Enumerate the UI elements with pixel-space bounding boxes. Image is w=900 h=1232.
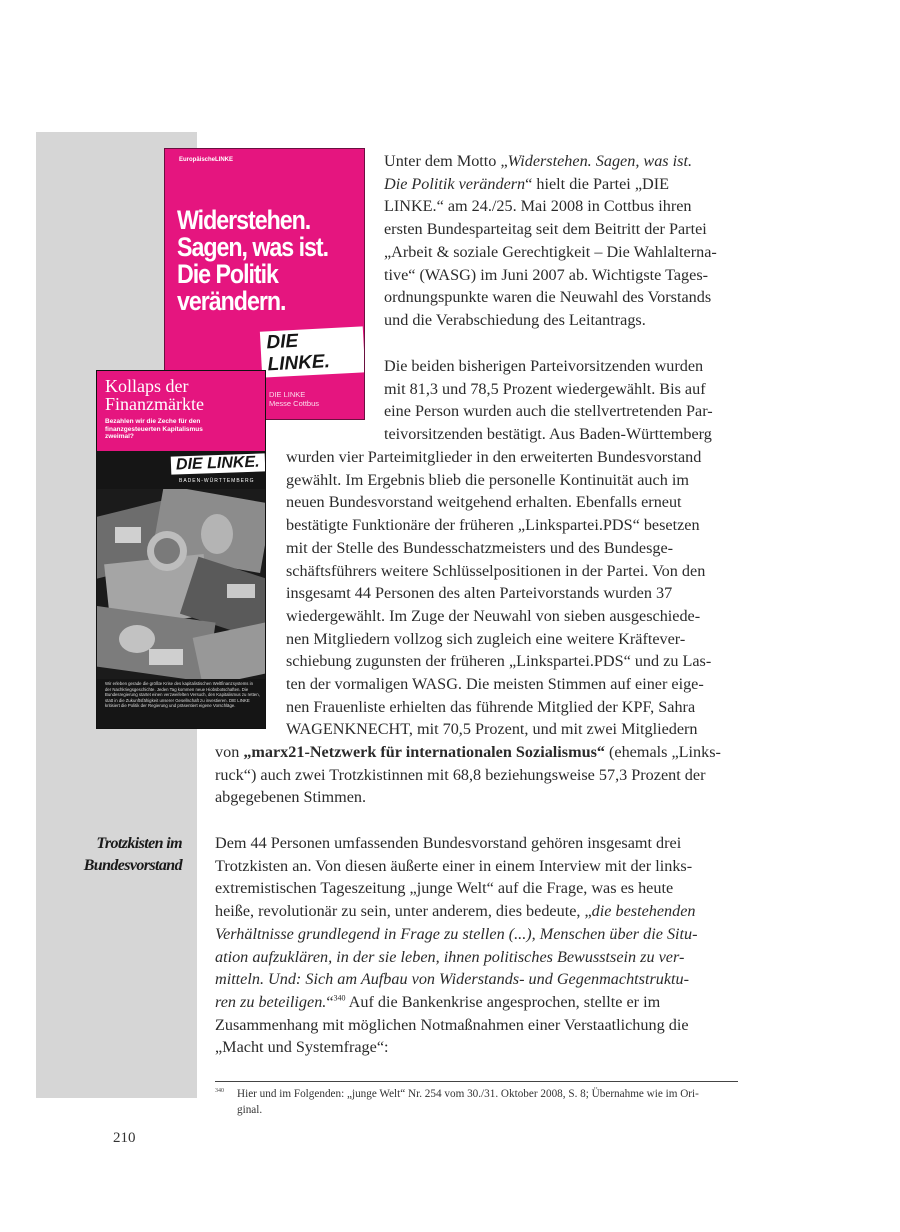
slogan-line: Sagen, was ist. — [177, 232, 328, 262]
text-run: Unter dem Motto „ — [384, 152, 508, 170]
slogan-line: Widerstehen. — [177, 205, 311, 235]
quote-italic: Verhältnisse grundlegend in Frage zu stellen (...), Menschen über die Situ- — [215, 924, 698, 943]
text-run: mit 81,3 und 78,5 Prozent wiedergewählt. Bis auf — [384, 379, 706, 398]
text-run: wurden vier Parteimitglieder in den erweiterten Bundesvorstand — [286, 448, 702, 466]
die-linke-logo: DIE LINKE. — [171, 453, 265, 474]
paragraph-parteivorsitzende-full — [215, 741, 738, 809]
text-run: WAGENKNECHT, mit 70,5 Prozent, und mit zwei Mitgliedern — [286, 720, 698, 739]
poster-foot-text: Wir erleben gerade die größte Krise des kapitalistischen Weltfinanzsystems in der Nachkriegsgeschichte. Jeden Tag kommen neue Hiobsbotschaften. Die Bundesregierung startet einen verzweifelten Versuch, den Kapitalismus zu retten, statt in die Zukunftsfähigkeit unserer Gesellschaft zu investieren. DIE LINKE kritisiert die Politik der Regierung und präsentiert eigene Vorschläge. — [105, 681, 260, 709]
text-run: tive“ (WASG) im Juni 2007 ab. Wichtigste Tages- — [384, 265, 709, 284]
poster-subtitle — [105, 418, 265, 441]
quote-italic: mitteln. Und: Sich am Aufbau von Widerstands- und Gegenmachtstruktu- — [215, 970, 690, 989]
text-run: Auf die Bankenkrise angesprochen, stellte er im — [345, 992, 661, 1011]
text-run: extremistischen Tageszeitung „junge Welt“ auf die Frage, was es heute — [215, 879, 674, 898]
footnote-reference[interactable]: 340 — [333, 993, 346, 1003]
text-run: LINKE.“ am 24./25. Mai 2008 in Cottbus ihren — [384, 197, 692, 216]
footnote-number: 340 — [215, 1088, 224, 1094]
marginal-note — [52, 833, 182, 877]
text-run: neuen Bundesvorstand weitgehend erhalten. Ebenfalls erneut — [286, 493, 682, 512]
poster-title-line: Kollaps der — [105, 376, 189, 396]
poster-foot-line: DIE LINKE — [269, 390, 306, 399]
text-run: ten der vormaligen WASG. Die meisten Stimmen auf einer eige- — [286, 675, 704, 694]
text-run: abgegebenen Stimmen. — [215, 788, 367, 807]
text-run: von — [215, 743, 244, 761]
text-run-italic: Widerstehen. Sagen, was ist. — [507, 152, 692, 170]
text-run: nen Mitgliedern vollzog sich zugleich eine weitere Kräftever- — [286, 629, 686, 648]
text-run: gewählt. Im Ergebnis blieb die personelle Kontinuität auch im — [286, 470, 689, 489]
footnote-line: ginal. — [237, 1103, 263, 1116]
poster-subtitle-line: Bezahlen wir die Zeche für den — [105, 418, 201, 425]
paragraph-parteivorsitzende-narrow — [384, 355, 738, 446]
text-run: bestätigte Funktionäre der früheren „Linkspartei.PDS“ besetzen — [286, 516, 700, 535]
text-run: Die beiden bisherigen Parteivorsitzenden wurden — [384, 357, 704, 375]
slogan-line: Die Politik — [177, 259, 278, 289]
paragraph-trotzkisten — [215, 832, 738, 1059]
text-run: teivorsitzenden bestätigt. Aus Baden-Württemberg — [384, 425, 712, 444]
banknotes-collage-image — [97, 489, 266, 679]
poster-title-line: Finanzmärkte — [105, 394, 204, 414]
paragraph-motto — [384, 150, 738, 332]
text-run: (ehemals „Links- — [604, 743, 721, 761]
text-run: „Arbeit & soziale Gerechtigkeit – Die Wahlalterna- — [384, 242, 717, 261]
slogan-line: verändern. — [177, 286, 286, 316]
die-linke-logo: DIE LINKE. — [260, 326, 365, 377]
quote-italic: die bestehenden — [591, 902, 696, 921]
text-run-italic: Die Politik verändern — [384, 174, 526, 193]
text-run: Dem 44 Personen umfassenden Bundesvorstand gehören insgesamt drei — [215, 834, 682, 852]
text-run: nen Frauenliste erhielten das führende Mitglied der KPF, Sahra — [286, 697, 696, 716]
text-run: heiße, revolutionär zu sein, unter anderem, dies bedeute, „ — [215, 902, 592, 921]
text-run: Zusammenhang mit möglichen Notmaßnahmen einer Verstaatlichung die — [215, 1015, 689, 1034]
text-run: “ hielt die Partei „DIE — [525, 174, 669, 193]
paragraph-parteivorsitzende-mid — [286, 446, 738, 741]
text-run: „Macht und Systemfrage“: — [215, 1038, 389, 1057]
footnote-line: Hier und im Folgenden: „junge Welt“ Nr. 254 vom 30./31. Oktober 2008, S. 8; Übernahme wie im Ori- — [237, 1088, 699, 1100]
quote-italic: ren zu beteiligen. — [215, 992, 327, 1011]
text-run: mit der Stelle des Bundesschatzmeisters und des Bundesge- — [286, 538, 674, 557]
text-run: “ — [326, 992, 334, 1011]
marginal-note-line: Bundesvorstand — [83, 857, 182, 874]
text-run: schäftsführers weitere Schlüsselpositionen in der Partei. Von den — [286, 561, 706, 580]
poster-region: BADEN-WÜRTTEMBERG — [179, 478, 255, 484]
text-run: Trotzkisten an. Von diesen äußerte einer in einem Interview mit der links- — [215, 856, 693, 875]
text-run: insgesamt 44 Personen des alten Parteivorstands wurden 37 — [286, 584, 673, 603]
footnote-divider — [215, 1081, 738, 1082]
poster-subtitle-line: zweimal? — [105, 433, 134, 441]
text-run: und die Verabschiedung des Leitantrags. — [384, 310, 646, 329]
poster-foot — [269, 390, 319, 408]
footnote-text — [237, 1087, 737, 1118]
poster-foot-line: Messe Cottbus — [269, 399, 320, 408]
poster-finanzmaerkte-image — [96, 370, 266, 729]
quote-italic: ation aufzuklären, in der sie leben, ihnen politisches Bewusstsein zu ver- — [215, 947, 685, 966]
text-run: ordnungspunkte waren die Neuwahl des Vorstands — [384, 288, 712, 307]
marginal-note-line: Trotzkisten im — [96, 835, 182, 852]
marx21-emphasis: „marx21-Netzwerk für internationalen Sozialismus“ — [243, 743, 605, 761]
poster-title — [105, 377, 265, 413]
page-number: 210 — [113, 1130, 136, 1146]
text-run: wiedergewählt. Im Zuge der Neuwahl von sieben ausgeschiede- — [286, 606, 701, 625]
text-run: ersten Bundesparteitag seit dem Beitritt der Partei — [384, 220, 707, 239]
poster-slogan — [177, 207, 337, 315]
text-run: schiebung zugunsten der früheren „Linkspartei.PDS“ und zu Las- — [286, 652, 712, 671]
poster-top-label: EuropäischeLINKE — [179, 157, 234, 163]
text-run: ruck“) auch zwei Trotzkistinnen mit 68,8 beziehungsweise 57,3 Prozent der — [215, 765, 706, 784]
text-run: eine Person wurden auch die stellvertretenden Par- — [384, 402, 713, 421]
poster-subtitle-line: finanzgesteuerten Kapitalismus — [105, 425, 203, 433]
